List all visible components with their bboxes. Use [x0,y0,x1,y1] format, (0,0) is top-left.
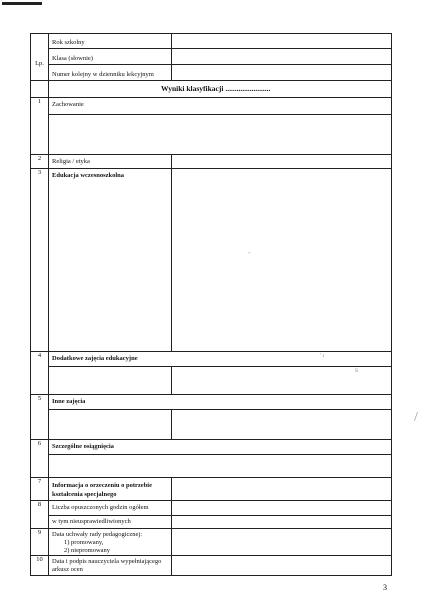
lp-cell [31,34,49,97]
row-special-education [31,478,391,501]
row-number: 1 [31,98,49,154]
row-number: 2 [31,155,49,168]
early-education-value-cell [171,169,391,351]
council-value-cell [171,529,391,555]
not-promoted-option: 2) niepromowany [64,547,111,554]
absences-value-cell [171,501,391,528]
school-year-label: Rok szkolny [52,39,85,46]
row-label: Data uchwały rady pedagogicznej: [52,531,143,538]
row-number: 9 [31,529,49,555]
row-teacher-signature [31,556,391,575]
row-number: 7 [31,478,49,500]
results-heading: Wyniki klasyfikacji ........................ [161,84,271,93]
row-number: 6 [31,440,49,477]
class-label: Klasa (słownie) [52,55,93,62]
row-religion [31,155,391,169]
row-number: 8 [31,501,49,528]
register-number-label: Numer kolejny w dzienniku lekcyjnym [52,71,154,78]
row-achievements [31,440,391,478]
row-label: Data i podpis nauczyciela wypełniającego arkusz ocen [52,558,162,573]
lp-label: Lp. [35,60,44,67]
row-council-resolution [31,529,391,556]
signature-value-cell [171,556,391,575]
row-number: 5 [31,395,49,439]
row-number: 3 [31,169,49,351]
row-early-education [31,169,391,352]
row-number: 10 [31,556,49,575]
row-label: Edukacja wczesnoszkolna [52,172,125,179]
row-label: Dodatkowe zajęcia edukacyjne [52,355,138,362]
row-label: Liczba opuszczonych godzin ogółem [52,504,149,511]
classification-table [30,33,392,576]
page-number: 3 [383,583,387,592]
row-behaviour [31,98,391,155]
row-number: 4 [31,352,49,394]
row-label: Informacja o orzeczeniu o potrzebie kształcenia specjalnego [52,482,152,498]
row-other-classes [31,395,391,440]
religion-value-cell [171,155,391,168]
row-label: Inne zajęcia [52,398,86,405]
row-label: Religia / etyka [52,158,90,165]
row-absences [31,501,391,529]
special-education-value-cell [171,478,391,500]
row-label: Zachowanie [52,101,84,108]
row-extra-classes [31,352,391,395]
promoted-option: 1) promowany, [64,539,104,546]
header-block [31,34,391,98]
row-sublabel: w tym nieusprawiedliwionych [52,518,131,525]
row-label: Szczególne osiągnięcia [52,443,114,450]
scan-mark [2,2,42,5]
